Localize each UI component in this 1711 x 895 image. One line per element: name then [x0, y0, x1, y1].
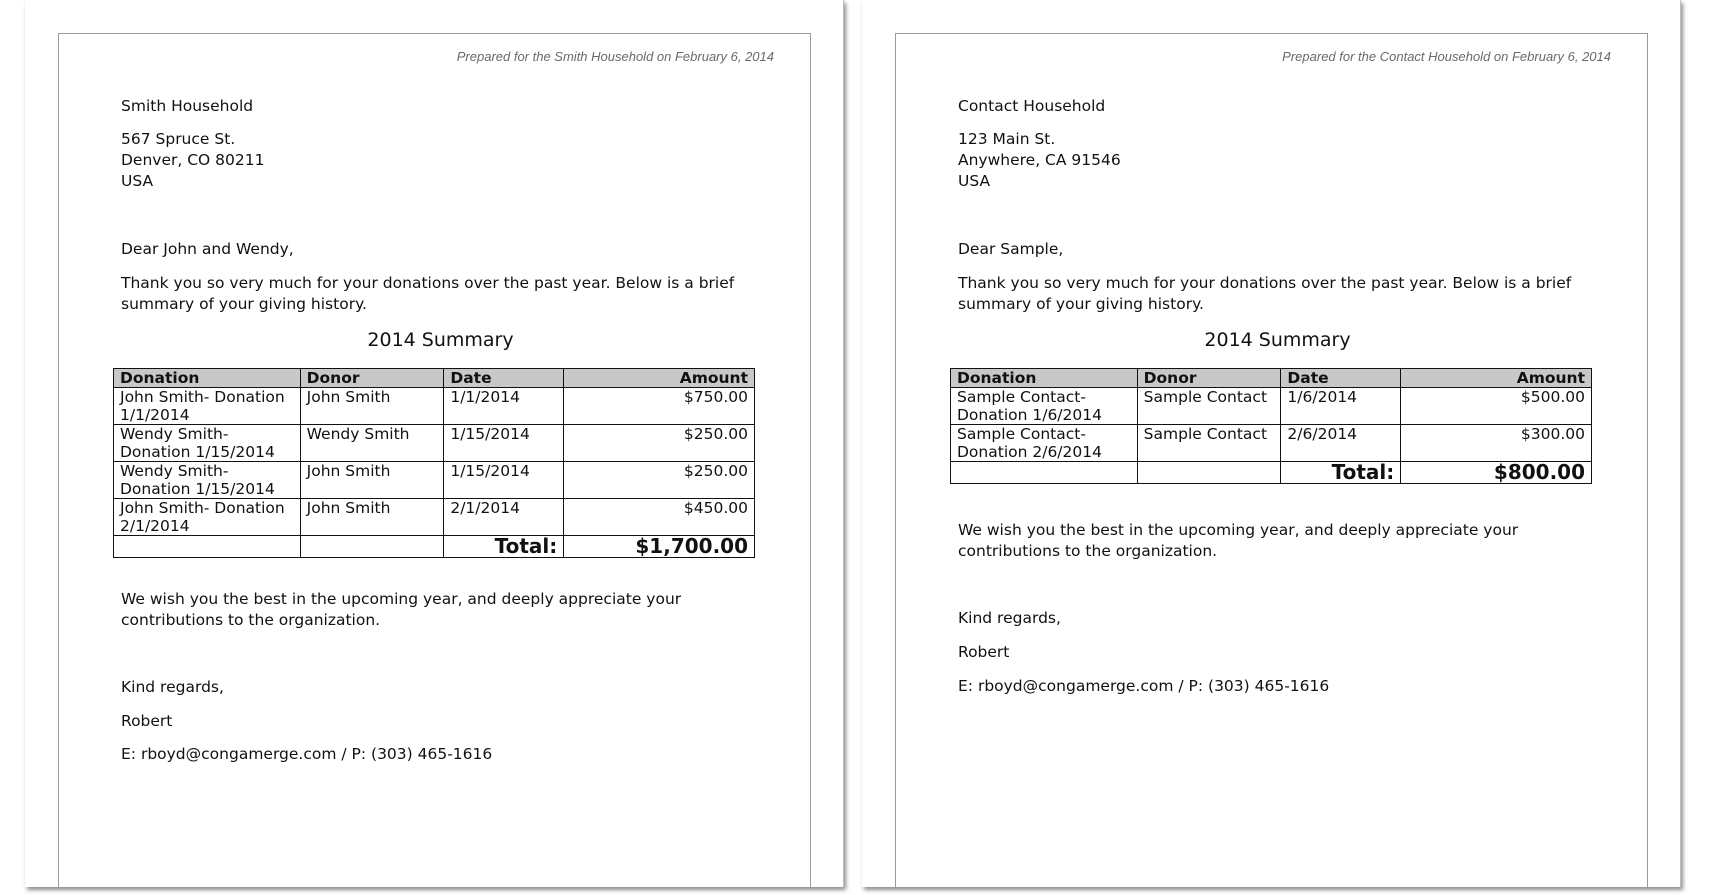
col-header-donor: Donor — [1137, 369, 1281, 388]
cell-amount: $750.00 — [564, 388, 755, 425]
cell-donation: John Smith- Donation 1/1/2014 — [114, 388, 301, 425]
cell-donor: Sample Contact — [1137, 388, 1281, 425]
col-header-amount: Amount — [1401, 369, 1592, 388]
table-header-row — [951, 369, 1592, 388]
intro-paragraph: Thank you so very much for your donations over the past year. Below is a brief summary of your giving history. — [121, 274, 735, 313]
summary-title: 2014 Summary — [1204, 329, 1351, 351]
contact-line: E: rboyd@congamerge.com / P: (303) 465-1616 — [958, 677, 1330, 695]
summary-title: 2014 Summary — [367, 329, 514, 351]
salutation: Dear John and Wendy, — [121, 240, 294, 258]
mailing-address: 567 Spruce St. Denver, CO 80211 USA — [121, 130, 265, 190]
cell-date: 1/1/2014 — [444, 388, 564, 425]
cell-empty — [1137, 462, 1281, 484]
col-header-donor: Donor — [300, 369, 444, 388]
intro-paragraph: Thank you so very much for your donations over the past year. Below is a brief summary of your giving history. — [958, 274, 1572, 313]
cell-amount: $250.00 — [564, 425, 755, 462]
regards: Kind regards, — [121, 678, 224, 696]
table-total-row — [114, 536, 755, 558]
cell-donor: Sample Contact — [1137, 425, 1281, 462]
document-page-contact — [862, 0, 1681, 887]
signature-name: Robert — [121, 712, 173, 730]
col-header-amount: Amount — [564, 369, 755, 388]
col-header-date: Date — [1281, 369, 1401, 388]
table-row — [114, 462, 755, 499]
cell-date: 1/15/2014 — [444, 425, 564, 462]
col-header-donation: Donation — [951, 369, 1138, 388]
col-header-date: Date — [444, 369, 564, 388]
cell-donation: Wendy Smith- Donation 1/15/2014 — [114, 462, 301, 499]
household-name: Contact Household — [958, 97, 1106, 115]
cell-empty — [300, 536, 444, 558]
cell-donor: John Smith — [300, 462, 444, 499]
cell-empty — [951, 462, 1138, 484]
cell-date: 2/1/2014 — [444, 499, 564, 536]
total-value: $800.00 — [1401, 462, 1592, 484]
cell-amount: $300.00 — [1401, 425, 1592, 462]
cell-donation: Wendy Smith- Donation 1/15/2014 — [114, 425, 301, 462]
col-header-donation: Donation — [114, 369, 301, 388]
cell-date: 1/6/2014 — [1281, 388, 1401, 425]
total-value: $1,700.00 — [564, 536, 755, 558]
giving-table — [113, 368, 755, 558]
regards: Kind regards, — [958, 609, 1061, 627]
table-total-row — [951, 462, 1592, 484]
contact-line: E: rboyd@congamerge.com / P: (303) 465-1616 — [121, 745, 493, 763]
page-header: Prepared for the Contact Household on February 6, 2014 — [1282, 49, 1611, 64]
closing-paragraph: We wish you the best in the upcoming year, and deeply appreciate your contributions to the organization. — [121, 590, 682, 629]
cell-donor: John Smith — [300, 499, 444, 536]
signature-name: Robert — [958, 643, 1010, 661]
table-row — [114, 388, 755, 425]
table-row — [114, 425, 755, 462]
cell-donation: Sample Contact- Donation 1/6/2014 — [951, 388, 1138, 425]
cell-donor: John Smith — [300, 388, 444, 425]
table-row — [951, 425, 1592, 462]
table-header-row — [114, 369, 755, 388]
cell-donor: Wendy Smith — [300, 425, 444, 462]
cell-amount: $500.00 — [1401, 388, 1592, 425]
cell-date: 2/6/2014 — [1281, 425, 1401, 462]
closing-paragraph: We wish you the best in the upcoming year, and deeply appreciate your contributions to the organization. — [958, 521, 1519, 560]
mailing-address: 123 Main St. Anywhere, CA 91546 USA — [958, 130, 1121, 190]
cell-donation: John Smith- Donation 2/1/2014 — [114, 499, 301, 536]
document-page-smith — [25, 0, 844, 887]
cell-date: 1/15/2014 — [444, 462, 564, 499]
total-label: Total: — [444, 536, 564, 558]
cell-donation: Sample Contact- Donation 2/6/2014 — [951, 425, 1138, 462]
giving-table — [950, 368, 1592, 484]
household-name: Smith Household — [121, 97, 254, 115]
salutation: Dear Sample, — [958, 240, 1064, 258]
page-header: Prepared for the Smith Household on February 6, 2014 — [456, 49, 774, 64]
cell-amount: $450.00 — [564, 499, 755, 536]
table-row — [951, 388, 1592, 425]
cell-amount: $250.00 — [564, 462, 755, 499]
cell-empty — [114, 536, 301, 558]
table-row — [114, 499, 755, 536]
total-label: Total: — [1281, 462, 1401, 484]
